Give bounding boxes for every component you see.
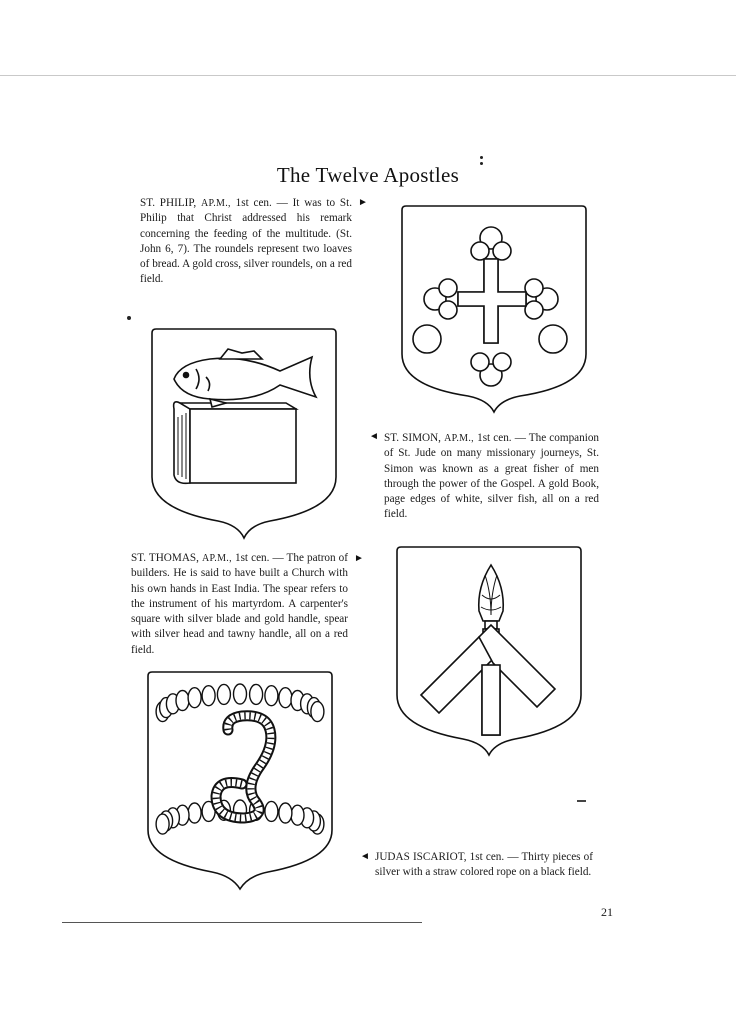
- philip-shield: [400, 204, 588, 414]
- entry-abbr: AP.M.,: [202, 553, 232, 564]
- entry-name: JUDAS ISCARIOT,: [375, 851, 467, 863]
- entry-abbr: AP.M.,: [200, 198, 231, 209]
- roundel-icon: [413, 325, 441, 353]
- coin: [176, 691, 189, 711]
- entry-judas: [375, 850, 593, 881]
- coin: [234, 684, 247, 704]
- entry-philip: [140, 196, 352, 288]
- entry-simon: [384, 431, 599, 523]
- coin: [291, 805, 304, 825]
- simon-shield: [150, 327, 338, 541]
- entry-name: ST. PHILIP,: [140, 197, 197, 209]
- entry-name: ST. THOMAS,: [131, 552, 199, 564]
- pointer-arrow: ►: [358, 197, 368, 208]
- coin: [311, 702, 324, 722]
- footer-rule: [62, 922, 422, 923]
- entry-text: 1st cen. — It was to St. Philip that Christ addressed his remark concerning the feeding of the multitude. (St. John 6, 7). The roundels represent two loaves of bread. A gold cross, silver roundels, on a red field.: [140, 197, 353, 286]
- coin: [279, 803, 292, 823]
- entry-name: ST. SIMON,: [384, 432, 441, 444]
- judas-shield: [146, 670, 336, 892]
- page-title: The Twelve Apostles: [276, 163, 460, 187]
- page-top-edge: [0, 75, 736, 76]
- entry-text: 1st cen. — Thirty pieces of silver with a straw colored rope on a black field.: [375, 851, 593, 879]
- coin: [279, 688, 292, 708]
- coin: [202, 686, 215, 706]
- pointer-arrow: ◄: [369, 431, 379, 442]
- book-icon: [174, 402, 296, 483]
- pointer-arrow: ◄: [360, 851, 370, 862]
- roundel-icon: [539, 325, 567, 353]
- fish-icon: [174, 349, 316, 407]
- coin: [265, 686, 278, 706]
- entry-text: 1st cen. — The companion of St. Jude on many missionary journeys, St. Simon was known as a great fisher of men through the power of the Gospel. A gold Book, page edges of white, silver fish, all on a red field.: [384, 432, 600, 521]
- coin: [156, 814, 169, 834]
- entry-abbr: AP.M.,: [444, 433, 474, 444]
- entry-text: 1st cen. — The patron of builders. He is said to have built a Church with his own hands in East India. The spear refers to the instrument of his martyrdom. A carpenter's square with silver blade and gold handle, spear with silver head and tawny handle, all on a red field.: [131, 552, 349, 656]
- scan-mark: [577, 800, 586, 802]
- coin: [265, 801, 278, 821]
- coin: [250, 684, 263, 704]
- page-number: 21: [601, 905, 613, 919]
- entry-thomas: [131, 551, 348, 658]
- speck: [480, 156, 483, 159]
- coin: [217, 684, 230, 704]
- coin: [188, 688, 201, 708]
- cross-botonny-icon: [424, 227, 558, 386]
- coin: [188, 803, 201, 823]
- speck: [127, 316, 131, 320]
- thomas-shield: [395, 545, 583, 758]
- pointer-arrow: ►: [354, 553, 364, 564]
